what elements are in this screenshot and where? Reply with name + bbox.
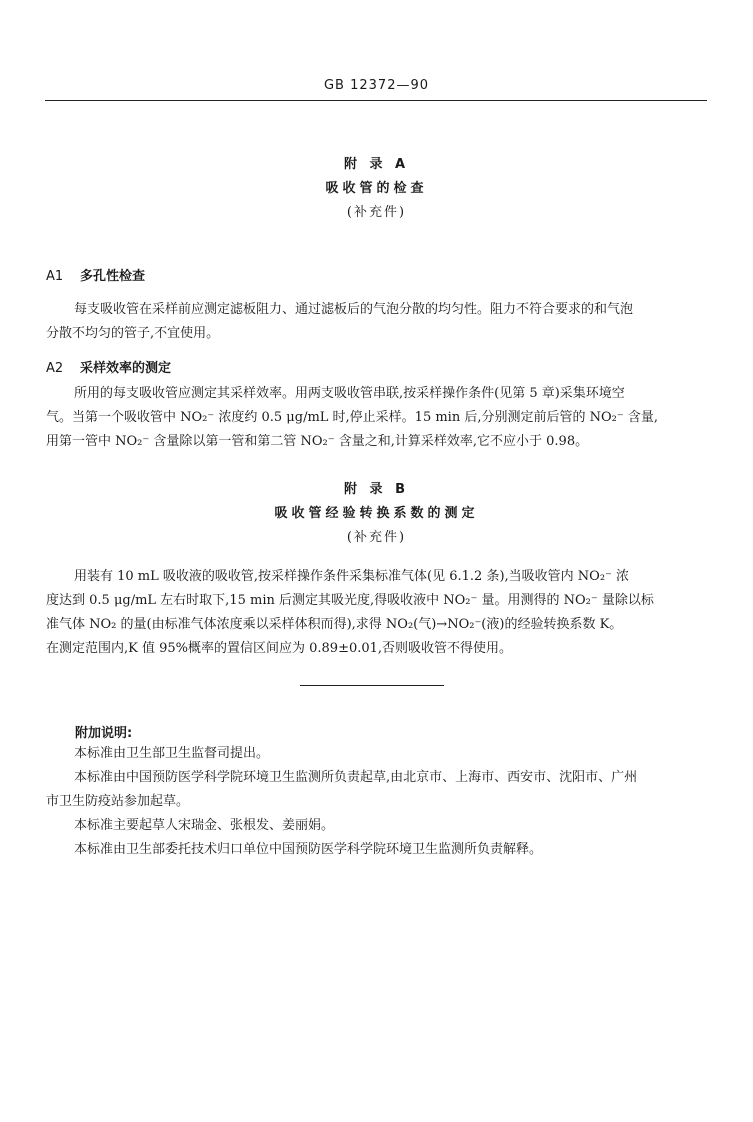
appendix-b-label: 附 录 B bbox=[344, 482, 409, 497]
note-line: 市卫生防疫站参加起草。 bbox=[46, 794, 190, 809]
section-a1-title: 多孔性检查 bbox=[80, 269, 146, 284]
section-a2-body bbox=[46, 382, 706, 454]
paragraph-line: 分散不均匀的管子,不宜使用。 bbox=[46, 326, 220, 341]
note-line: 本标准主要起草人宋瑞金、张根发、姜丽娟。 bbox=[74, 818, 335, 833]
appendix-a-note: (补充件) bbox=[346, 205, 407, 220]
section-a2-heading bbox=[46, 357, 171, 376]
paragraph-line: 在测定范围内,K 值 95%概率的置信区间应为 0.89±0.01,否则吸收管不得使用。 bbox=[46, 641, 513, 656]
appendix-b-body bbox=[46, 565, 706, 661]
standard-number-header: GB 12372—90 bbox=[323, 78, 430, 93]
section-a1-number: A1 bbox=[46, 269, 64, 284]
appendix-b-title: 吸收管经验转换系数的测定 bbox=[274, 506, 479, 521]
paragraph-line: 每支吸收管在采样前应测定滤板阻力、通过滤板后的气泡分散的均匀性。阻力不符合要求的和气泡 bbox=[74, 302, 634, 317]
section-a1-heading bbox=[46, 265, 145, 284]
paragraph-line: 用装有 10 mL 吸收液的吸收管,按采样操作条件采集标准气体(见 6.1.2 条),当吸收管内 NO₂⁻ 浓 bbox=[74, 569, 630, 584]
appendix-b-note: (补充件) bbox=[346, 530, 407, 545]
appendix-a-title: 吸收管的检查 bbox=[325, 181, 428, 196]
note-line: 本标准由卫生部委托技术归口单位中国预防医学科学院环境卫生监测所负责解释。 bbox=[74, 842, 543, 857]
paragraph-line: 所用的每支吸收管应测定其采样效率。用两支吸收管串联,按采样操作条件(见第 5 章)采集环境空 bbox=[74, 386, 625, 401]
note-line: 本标准由中国预防医学科学院环境卫生监测所负责起草,由北京市、上海市、西安市、沈阳市、广州 bbox=[74, 770, 638, 785]
paragraph-line: 用第一管中 NO₂⁻ 含量除以第一管和第二管 NO₂⁻ 含量之和,计算采样效率,它不应小于 0.98。 bbox=[46, 434, 589, 449]
paragraph-line: 度达到 0.5 μg/mL 左右时取下,15 min 后测定其吸光度,得吸收液中 NO₂⁻ 量。用测得的 NO₂⁻ 量除以标 bbox=[46, 593, 654, 608]
additional-notes-title: 附加说明: bbox=[75, 726, 133, 741]
header-rule bbox=[45, 100, 707, 101]
paragraph-line: 气。当第一个吸收管中 NO₂⁻ 浓度约 0.5 μg/mL 时,停止采样。15 min 后,分别测定前后管的 NO₂⁻ 含量, bbox=[46, 410, 658, 425]
section-divider bbox=[300, 685, 444, 686]
section-a2-title: 采样效率的测定 bbox=[80, 361, 172, 376]
note-line: 本标准由卫生部卫生监督司提出。 bbox=[74, 746, 270, 761]
additional-notes-body bbox=[46, 742, 706, 862]
paragraph-line: 准气体 NO₂ 的量(由标准气体浓度乘以采样体积而得),求得 NO₂(气)→NO₂⁻(液)的经验转换系数 K。 bbox=[46, 617, 623, 632]
appendix-a-label: 附 录 A bbox=[343, 157, 410, 172]
section-a1-body bbox=[46, 298, 706, 346]
section-a2-number: A2 bbox=[46, 361, 64, 376]
